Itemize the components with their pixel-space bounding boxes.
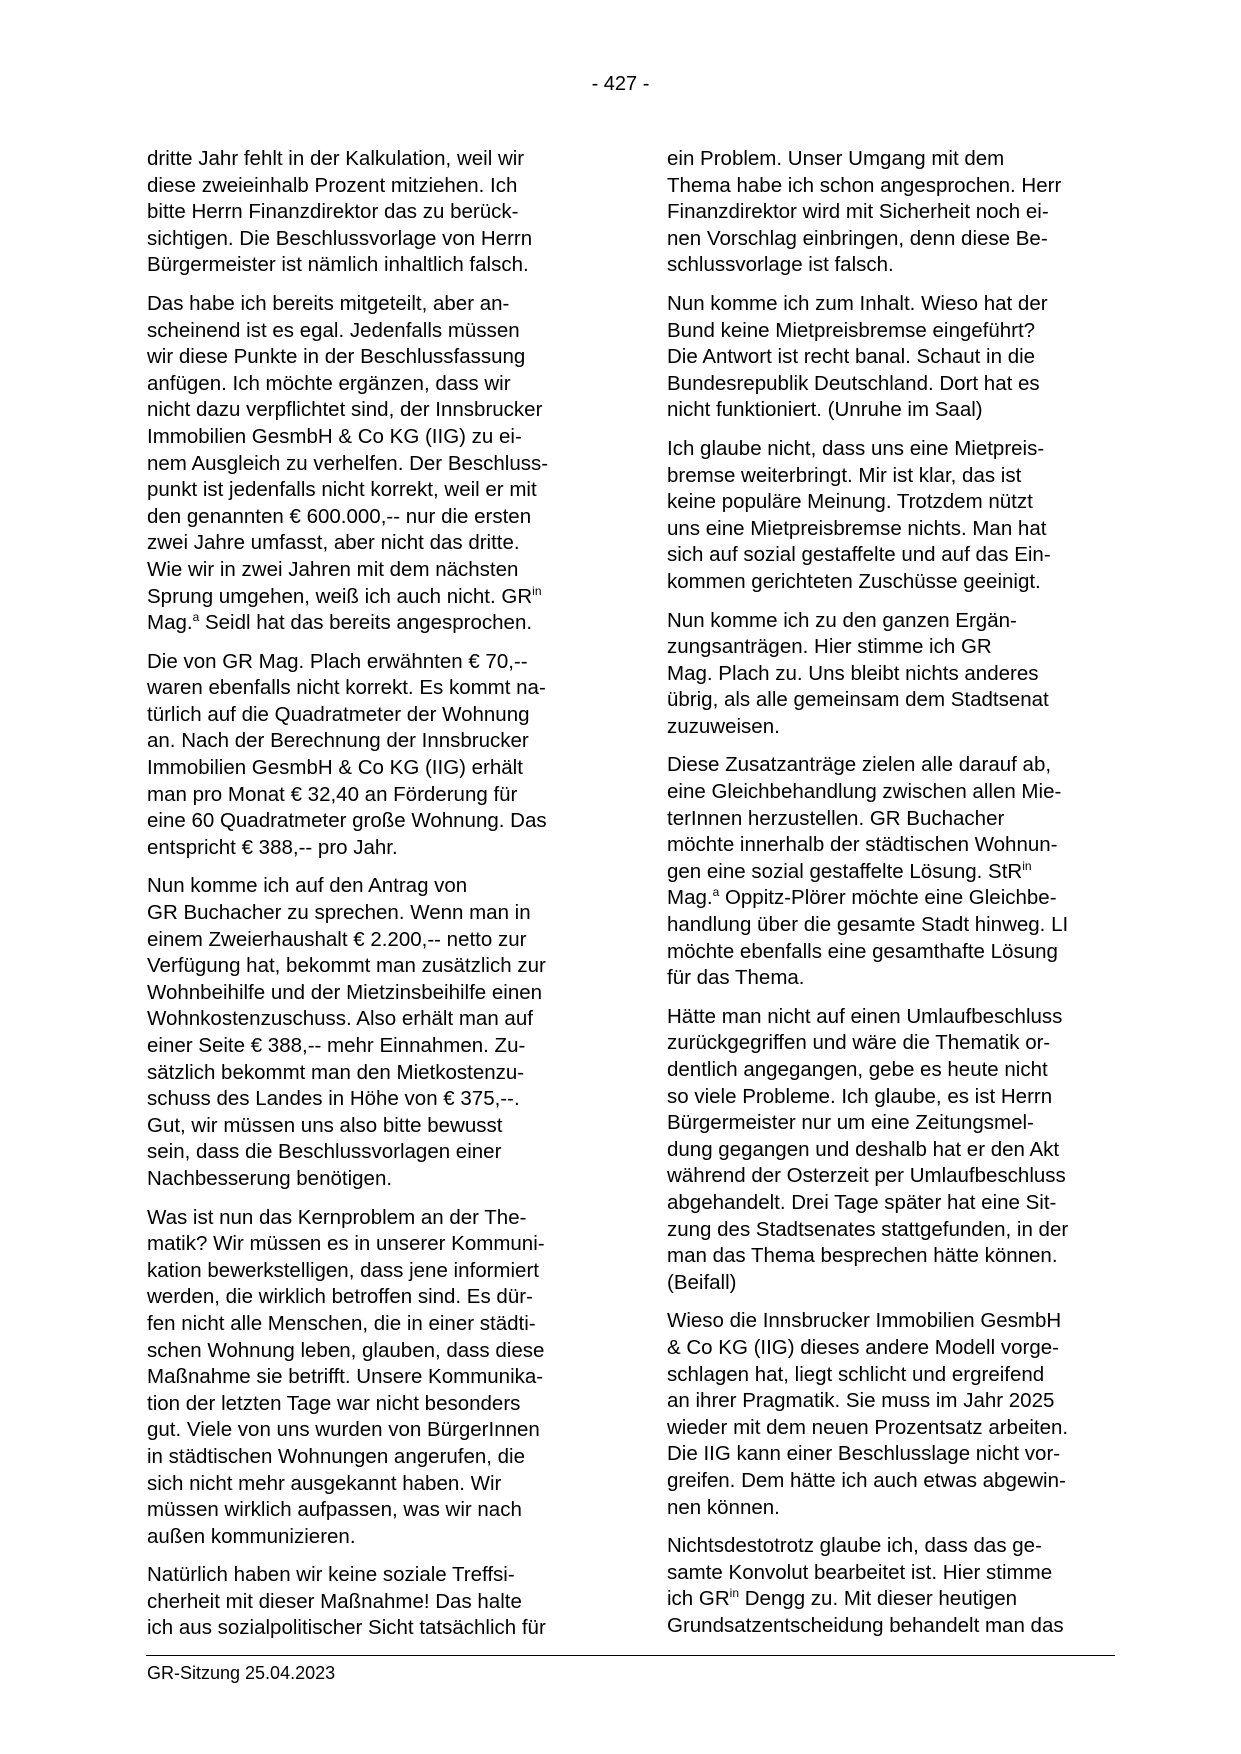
text-line: schlussvorlage ist falsch. <box>667 253 894 277</box>
text-line: türlich auf die Quadratmeter der Wohnung <box>147 702 530 726</box>
text-line: schen Wohnung leben, glauben, dass diese <box>147 1338 545 1362</box>
text-line: kation bewerkstelligen, dass jene informiert <box>147 1258 539 1282</box>
paragraph <box>147 1562 597 1642</box>
text-line: Wie wir in zwei Jahren mit dem nächsten <box>147 557 519 581</box>
text-line: Hätte man nicht auf einen Umlaufbeschluss <box>667 1004 1063 1028</box>
superscript: a <box>192 610 200 625</box>
text-line: ich aus sozialpolitischer Sicht tatsächlich für <box>147 1616 546 1640</box>
text-line: wir diese Punkte in der Beschlussfassung <box>147 345 526 369</box>
text-line: keine populäre Meinung. Trotzdem nützt <box>667 490 1033 514</box>
text-line: nen können. <box>667 1495 780 1519</box>
text-line: abgehandelt. Drei Tage später hat eine Sit- <box>667 1190 1057 1214</box>
text-line: sich auf sozial gestaffelte und auf das Ein- <box>667 543 1051 567</box>
text-segment: ich GR <box>667 1587 730 1611</box>
text-line: & Co KG (IIG) dieses andere Modell vorge- <box>667 1335 1059 1359</box>
text-line: terInnen herzustellen. GR Buchacher <box>667 806 1005 830</box>
text-line: Verfügung hat, bekommt man zusätzlich zur <box>147 954 546 978</box>
text-line: Nichtsdestotrotz glaube ich, dass das ge- <box>667 1534 1042 1558</box>
text-line: uns eine Mietpreisbremse nichts. Man hat <box>667 516 1047 540</box>
text-line: (Beifall) <box>667 1270 737 1294</box>
text-line: Immobilien GesmbH & Co KG (IIG) erhält <box>147 756 523 780</box>
text-segment: Dengg zu. Mit dieser heutigen <box>739 1587 1018 1611</box>
paragraph <box>667 1533 1117 1639</box>
paragraph <box>147 873 597 1192</box>
text-line: nicht funktioniert. (Unruhe im Saal) <box>667 398 983 422</box>
text-line: möchte innerhalb der städtischen Wohnun- <box>667 833 1058 857</box>
text-line: Thema habe ich schon angesprochen. Herr <box>667 173 1062 197</box>
text-line: Nun komme ich zu den ganzen Ergän- <box>667 608 1017 632</box>
text-line: eine 60 Quadratmeter große Wohnung. Das <box>147 809 547 833</box>
left-column <box>147 146 597 1654</box>
text-line: Nachbesserung benötigen. <box>147 1166 393 1190</box>
text-line: den genannten € 600.000,-- nur die ersten <box>147 504 532 528</box>
text-line: scheinend ist es egal. Jedenfalls müssen <box>147 318 520 342</box>
footer-text: GR-Sitzung 25.04.2023 <box>147 1663 336 1683</box>
text-line: Das habe ich bereits mitgeteilt, aber an- <box>147 291 510 315</box>
text-line: punkt ist jedenfalls nicht korrekt, weil er mit <box>147 478 537 502</box>
text-segment: Sprung umgehen, weiß ich auch nicht. GR <box>147 584 533 608</box>
superscript: in <box>1022 858 1032 873</box>
text-line: dentlich angegangen, gebe es heute nicht <box>667 1058 1048 1081</box>
text-line: Immobilien GesmbH & Co KG (IIG) zu ei- <box>147 424 522 448</box>
text-line: sätzlich bekommt man den Mietkostenzu- <box>147 1060 525 1084</box>
paragraph <box>147 291 597 637</box>
paragraph <box>667 608 1117 741</box>
text-line: einem Zweierhaushalt € 2.200,-- netto zur <box>147 927 527 951</box>
text-line <box>667 859 1117 886</box>
text-line: eine Gleichbehandlung zwischen allen Mie- <box>667 780 1062 804</box>
text-line: Diese Zusatzanträge zielen alle darauf ab, <box>667 753 1052 777</box>
text-line <box>147 610 597 637</box>
text-line: gut. Viele von uns wurden von BürgerInnen <box>147 1418 540 1442</box>
text-line: Finanzdirektor wird mit Sicherheit noch ei- <box>667 200 1049 224</box>
paragraph <box>667 1308 1117 1521</box>
text-line: Nun komme ich zum Inhalt. Wieso hat der <box>667 291 1048 315</box>
footer-divider <box>146 1655 1115 1656</box>
text-line: außen kommunizieren. <box>147 1524 356 1548</box>
text-line: Wohnbeihilfe und der Mietzinsbeihilfe einen <box>147 980 543 1004</box>
text-line: zwei Jahre umfasst, aber nicht das dritte. <box>147 531 520 555</box>
text-line: diese zweieinhalb Prozent mitziehen. Ich <box>147 173 518 197</box>
text-line: Natürlich haben wir keine soziale Treffsi- <box>147 1563 515 1587</box>
text-line: übrig, als alle gemeinsam dem Stadtsenat <box>667 688 1049 712</box>
text-line: fen nicht alle Menschen, die in einer städti- <box>147 1311 536 1335</box>
text-line: Die IIG kann einer Beschlusslage nicht vor- <box>667 1442 1061 1466</box>
paragraph <box>667 1004 1117 1297</box>
text-line: zurückgegriffen und wäre die Thematik or- <box>667 1031 1051 1055</box>
text-line: Mag. Plach zu. Uns bleibt nichts anderes <box>667 661 1039 685</box>
text-line: man das Thema besprechen hätte können. <box>667 1244 1058 1268</box>
text-line: nicht dazu verpflichtet sind, der Innsbrucker <box>147 398 543 422</box>
text-line: Was ist nun das Kernproblem an der The- <box>147 1205 527 1229</box>
text-line: so viele Probleme. Ich glaube, es ist Herrn <box>667 1084 1053 1108</box>
text-line: während der Osterzeit per Umlaufbeschluss <box>667 1164 1066 1188</box>
text-line: zuzuweisen. <box>667 714 780 738</box>
text-line <box>667 1586 1117 1613</box>
text-line: Nun komme ich auf den Antrag von <box>147 874 468 898</box>
text-line: Bund keine Mietpreisbremse eingeführt? <box>667 318 1036 342</box>
text-line: kommen gerichteten Zuschüsse geeinigt. <box>667 569 1041 593</box>
text-line: Bürgermeister ist nämlich inhaltlich falsch. <box>147 253 529 277</box>
text-line: Ich glaube nicht, dass uns eine Mietpreis- <box>667 436 1045 460</box>
text-line: greifen. Dem hätte ich auch etwas abgewin- <box>667 1468 1066 1492</box>
text-line: ein Problem. Unser Umgang mit dem <box>667 147 1005 170</box>
text-line: entspricht € 388,-- pro Jahr. <box>147 835 398 859</box>
text-line: dritte Jahr fehlt in der Kalkulation, weil wir <box>147 147 525 170</box>
text-segment: Seidl hat das bereits angesprochen. <box>199 611 533 635</box>
text-line: wieder mit dem neuen Prozentsatz arbeiten. <box>667 1415 1069 1439</box>
paragraph <box>147 649 597 862</box>
text-line: Wieso die Innsbrucker Immobilien GesmbH <box>667 1309 1062 1333</box>
page-number: - 427 - <box>591 73 650 95</box>
text-line: für das Thema. <box>667 966 805 990</box>
superscript: a <box>712 885 720 900</box>
text-segment: Mag. <box>147 611 193 635</box>
text-segment: Mag. <box>667 886 713 910</box>
paragraph <box>667 291 1117 424</box>
text-line: anfügen. Ich möchte ergänzen, dass wir <box>147 371 511 395</box>
text-line: dung gegangen und deshalb hat er den Akt <box>667 1137 1060 1161</box>
text-line: möchte ebenfalls eine gesamthafte Lösung <box>667 939 1058 963</box>
text-line: Die von GR Mag. Plach erwähnten € 70,-- <box>147 649 528 673</box>
paragraph <box>667 146 1117 279</box>
text-line: bremse weiterbringt. Mir ist klar, das ist <box>667 463 1022 487</box>
text-line: Grundsatzentscheidung behandelt man das <box>667 1613 1064 1637</box>
text-line: werden, die wirklich betroffen sind. Es dür- <box>147 1285 533 1309</box>
text-segment: Oppitz-Plörer möchte eine Gleichbe- <box>719 886 1057 910</box>
superscript: in <box>729 1586 739 1601</box>
text-line: Wohnkostenzuschuss. Also erhält man auf <box>147 1007 533 1031</box>
text-line: nem Ausgleich zu verhelfen. Der Beschluss- <box>147 451 549 475</box>
text-line: schlagen hat, liegt schlicht und ergreifend <box>667 1362 1045 1386</box>
text-line: samte Konvolut bearbeitet ist. Hier stimme <box>667 1560 1053 1584</box>
text-line: einer Seite € 388,-- mehr Einnahmen. Zu- <box>147 1034 526 1057</box>
text-line: müssen wirklich aufpassen, was wir nach <box>147 1498 522 1522</box>
text-line: Bürgermeister nur um eine Zeitungsmel- <box>667 1111 1034 1135</box>
text-line: matik? Wir müssen es in unserer Kommuni- <box>147 1232 545 1256</box>
text-line: zung des Stadtsenates stattgefunden, in der <box>667 1217 1069 1241</box>
superscript: in <box>532 583 542 598</box>
text-line: cherheit mit dieser Maßnahme! Das halte <box>147 1589 522 1613</box>
paragraph <box>667 436 1117 596</box>
text-line: zungsanträgen. Hier stimme ich GR <box>667 635 992 659</box>
text-line: tion der letzten Tage war nicht besonders <box>147 1391 521 1415</box>
right-column <box>667 146 1117 1651</box>
text-line: Bundesrepublik Deutschland. Dort hat es <box>667 371 1040 395</box>
text-line: waren ebenfalls nicht korrekt. Es kommt na- <box>147 676 546 700</box>
text-line: an ihrer Pragmatik. Sie muss im Jahr 2025 <box>667 1389 1055 1413</box>
text-line: handlung über die gesamte Stadt hinweg. LI <box>667 913 1069 937</box>
paragraph <box>147 146 597 279</box>
text-line: an. Nach der Berechnung der Innsbrucker <box>147 729 529 753</box>
text-line: bitte Herrn Finanzdirektor das zu berück- <box>147 200 519 224</box>
text-line: sichtigen. Die Beschlussvorlage von Herrn <box>147 226 533 250</box>
text-line: Die Antwort ist recht banal. Schaut in die <box>667 345 1036 369</box>
text-line: in städtischen Wohnungen angerufen, die <box>147 1444 526 1468</box>
text-line <box>667 885 1117 912</box>
text-line: GR Buchacher zu sprechen. Wenn man in <box>147 901 531 925</box>
text-segment: gen eine sozial gestaffelte Lösung. StR <box>667 859 1023 883</box>
text-line <box>147 584 597 611</box>
text-line: nen Vorschlag einbringen, denn diese Be- <box>667 226 1048 250</box>
paragraph <box>667 752 1117 991</box>
paragraph <box>147 1205 597 1551</box>
text-line: sich nicht mehr ausgekannt haben. Wir <box>147 1471 502 1495</box>
text-line: Maßnahme sie betrifft. Unsere Kommunika- <box>147 1365 544 1389</box>
text-line: schuss des Landes in Höhe von € 375,--. <box>147 1087 520 1111</box>
text-line: sein, dass die Beschlussvorlagen einer <box>147 1140 502 1164</box>
text-line: Gut, wir müssen uns also bitte bewusst <box>147 1113 503 1137</box>
text-line: man pro Monat € 32,40 an Förderung für <box>147 782 518 806</box>
